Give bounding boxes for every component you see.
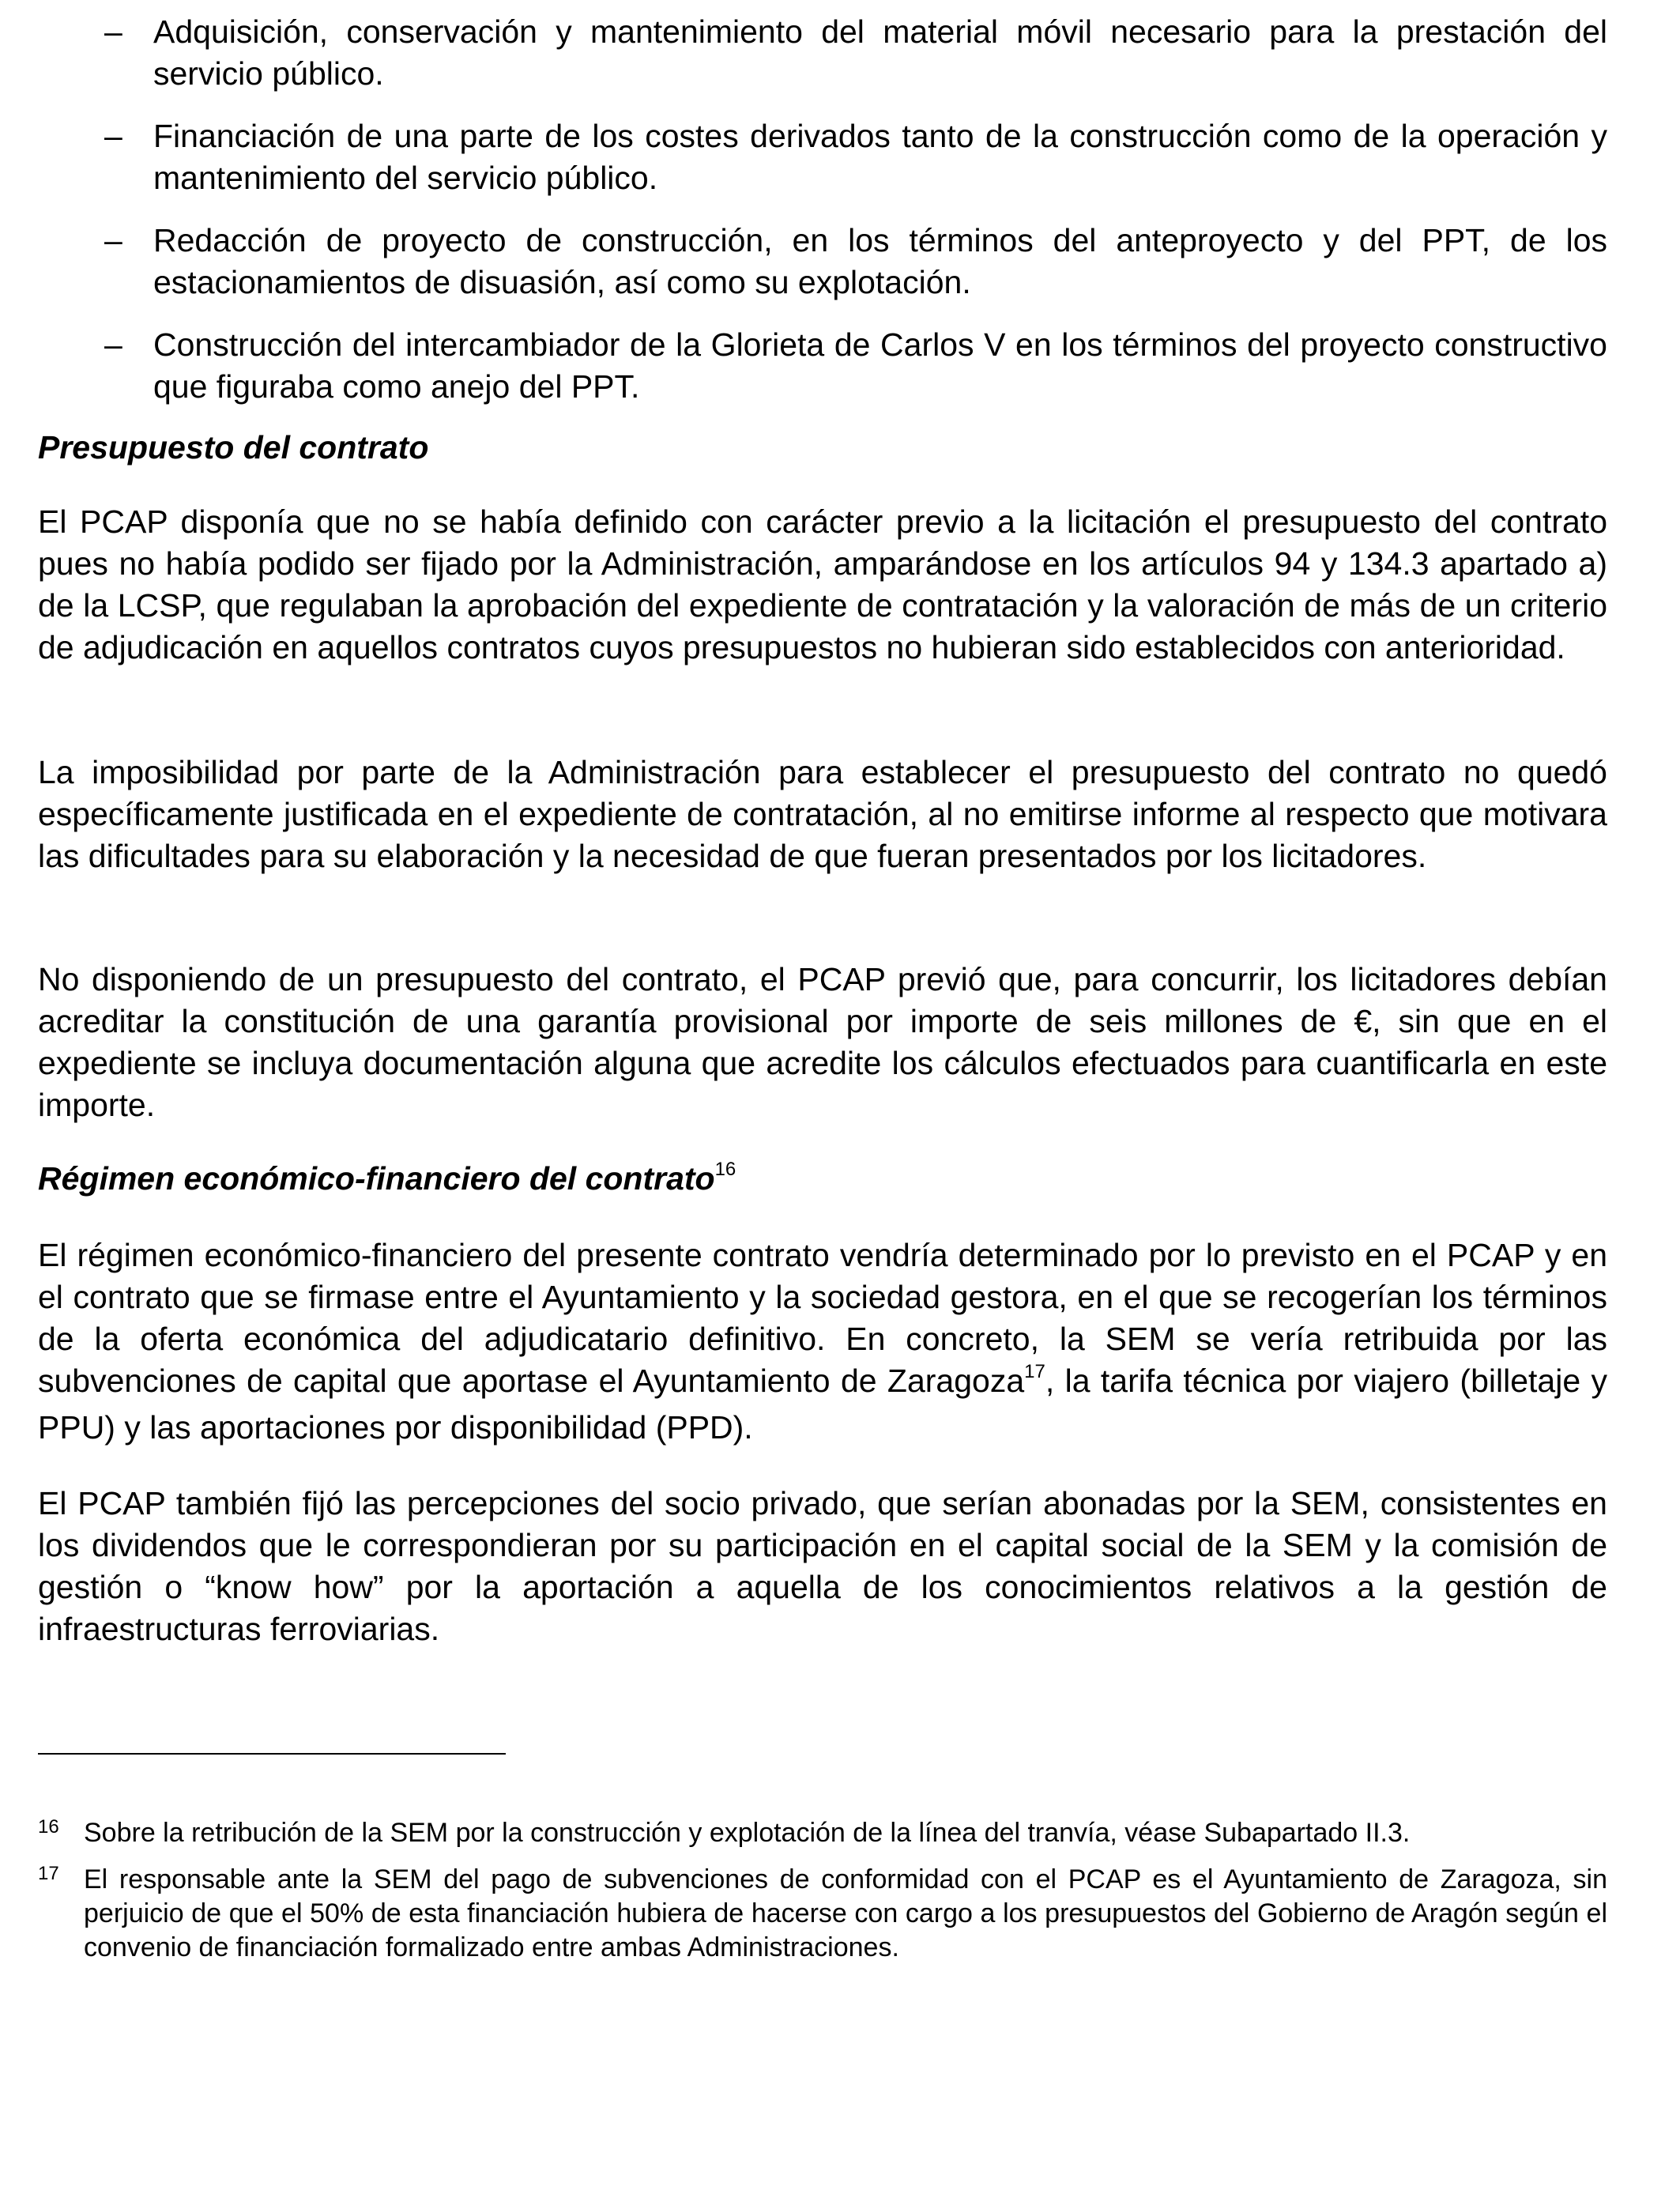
- footnote-separator: [38, 1753, 506, 1755]
- footnote-text: El responsable ante la SEM del pago de subvenciones de conformidad con el PCAP es el Ayuntamiento de Zaragoza, sin perjuicio de que el 50% de esta financiación hubiera de hacerse con cargo a los presupuestos del Gobierno de Aragón según el convenio de financiación formalizado entre ambas Administraciones.: [84, 1864, 1607, 1962]
- list-item-text: Redacción de proyecto de construcción, en los términos del anteproyecto y del PPT, de los estacionamientos de disuasión, así como su explotación.: [153, 222, 1607, 300]
- list-item-text: Financiación de una parte de los costes derivados tanto de la construcción como de la operación y mantenimiento del servicio público.: [153, 118, 1607, 196]
- section-heading-text: Régimen económico-financiero del contrato: [38, 1160, 715, 1197]
- footnote: [38, 1816, 1607, 1850]
- section-heading-presupuesto: Presupuesto del contrato: [38, 429, 429, 466]
- footnote-ref: 16: [714, 1159, 736, 1180]
- dash-marker: –: [104, 13, 122, 50]
- footnote-ref: 17: [1024, 1361, 1045, 1382]
- dash-marker: –: [104, 326, 122, 363]
- footnote: [38, 1863, 1607, 1965]
- footnote-text: Sobre la retribución de la SEM por la construcción y explotación de la línea del tranvía, véase Subapartado II.3.: [84, 1818, 1411, 1848]
- list-item-text: Adquisición, conservación y mantenimiento del material móvil necesario para la prestación del servicio público.: [153, 13, 1607, 92]
- footnote-number: 16: [38, 1816, 59, 1838]
- list-item: [38, 324, 1607, 408]
- list-item: [38, 220, 1607, 303]
- list-item-text: Construcción del intercambiador de la Glorieta de Carlos V en los términos del proyecto constructivo que figuraba como anejo del PPT.: [153, 326, 1607, 405]
- list-item: [38, 11, 1607, 95]
- paragraph: [38, 1235, 1607, 1449]
- paragraph: La imposibilidad por parte de la Administración para establecer el presupuesto del contrato no quedó específicamente justificada en el expediente de contratación, al no emitirse informe al respecto que motivara las dificultades para su elaboración y la necesidad de que fueran presentados por los licitadores.: [38, 754, 1607, 874]
- paragraph: El PCAP también fijó las percepciones del socio privado, que serían abonadas por la SEM, consistentes en los dividendos que le correspondieran por su participación en el capital social de la SEM y la comisión de gestión o “know how” por la aportación a aquella de los conocimientos relativos a la gestión de infraestructuras ferroviarias.: [38, 1485, 1607, 1647]
- paragraph-text: , la tarifa técnica por viajero (billetaje y PPU) y las aportaciones por disponibilidad (PPD).: [38, 1363, 1607, 1446]
- bullet-list: [38, 11, 1607, 428]
- dash-marker: –: [104, 118, 122, 154]
- paragraph-text: El régimen económico-financiero del presente contrato vendría determinado por lo previsto en el PCAP y en el contrato que se firmase entre el Ayuntamiento y la sociedad gestora, en el que se recogerían los términos de la oferta económica del adjudicatario definitivo. En concreto, la SEM se vería retribuida por las subvenciones de capital que aportase el Ayuntamiento de Zaragoza: [38, 1237, 1607, 1399]
- paragraph: El PCAP disponía que no se había definido con carácter previo a la licitación el presupuesto del contrato pues no había podido ser fijado por la Administración, amparándose en los artículos 94 y 134.3 apartado a) de la LCSP, que regulaban la aprobación del expediente de contratación y la valoración de más de un criterio de adjudicación en aquellos contratos cuyos presupuestos no hubieran sido establecidos con anterioridad.: [38, 503, 1607, 665]
- section-heading-regimen: [38, 1158, 1607, 1204]
- footnote-number: 17: [38, 1863, 59, 1884]
- paragraph: No disponiendo de un presupuesto del contrato, el PCAP previó que, para concurrir, los licitadores debían acreditar la constitución de una garantía provisional por importe de seis millones de €, sin que en el expediente se incluya documentación alguna que acredite los cálculos efectuados para cuantificarla en este importe.: [38, 961, 1607, 1123]
- list-item: [38, 115, 1607, 199]
- dash-marker: –: [104, 222, 122, 258]
